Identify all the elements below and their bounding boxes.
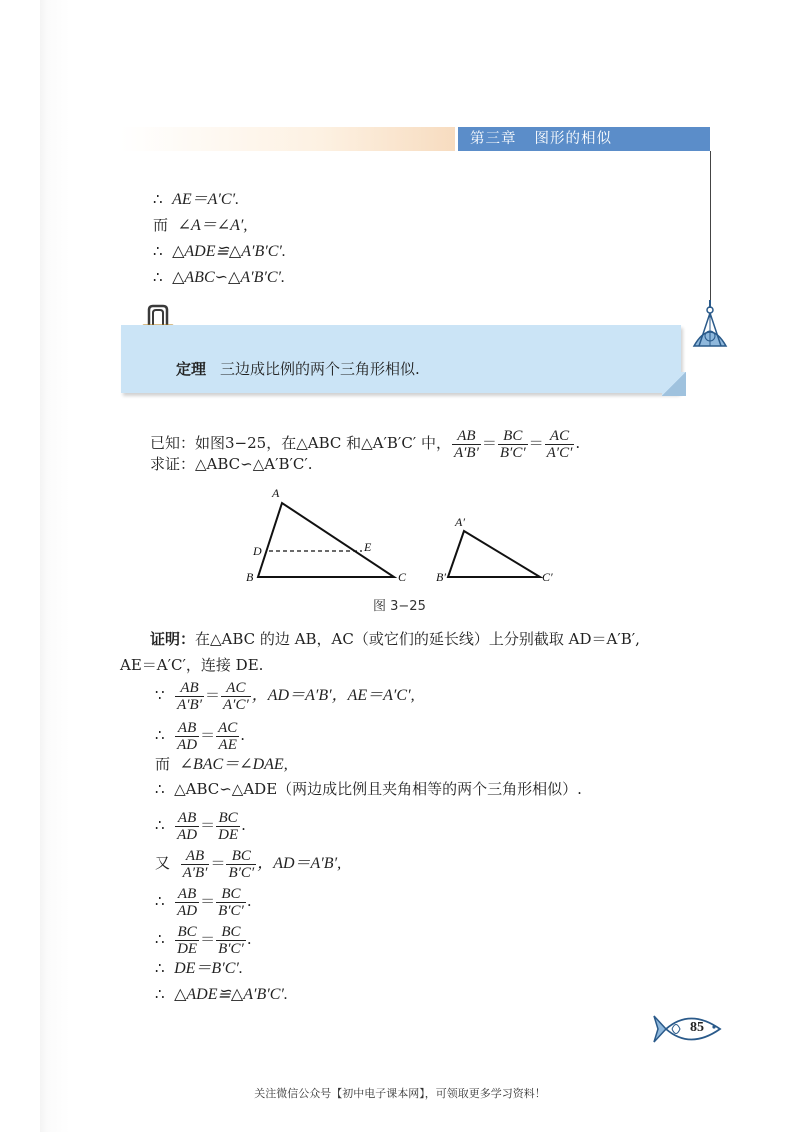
proof-step-3: 而 ∠BAC＝∠DAE, bbox=[155, 755, 288, 773]
fraction: $\frac{BC}{DE}$ bbox=[218, 809, 239, 843]
chapter-number: 第三章 bbox=[470, 131, 517, 147]
fraction: $\frac{AC}{AE}$ bbox=[218, 719, 238, 753]
fraction: $\frac{BC}{B'C'}$ bbox=[218, 885, 244, 919]
statement-text: AE＝A′C′. bbox=[172, 191, 240, 208]
fraction: $\frac{AC}{A'C'}$ bbox=[546, 427, 573, 461]
theorem-label: 定理 bbox=[176, 360, 207, 378]
label-c-prime: C′ bbox=[542, 570, 553, 584]
proof-step-7: ∴ $\frac{AB}{AD}$ ＝ $\frac{BC}{B'C'}$ . bbox=[155, 885, 252, 919]
fraction: $\frac{AC}{A'C'}$ bbox=[223, 679, 249, 713]
header-decoration bbox=[120, 127, 455, 151]
theorem-text: 三边成比例的两个三角形相似. bbox=[220, 360, 420, 378]
chapter-title: 图形的相似 bbox=[534, 131, 612, 147]
prove-line: 求证：△ABC∽△A′B′C′. bbox=[150, 455, 313, 473]
top-line-4 bbox=[153, 268, 285, 287]
top-line-1 bbox=[153, 190, 239, 209]
proof-step-10: ∴ △ADE≌△A′B′C′. bbox=[155, 985, 288, 1003]
fraction: $\frac{BC}{DE}$ bbox=[177, 923, 198, 957]
top-line-3 bbox=[153, 242, 286, 261]
proof-line-2: AE＝A′C′，连接 DE. bbox=[120, 656, 264, 674]
proof-step-1: ∵ $\frac{AB}{A'B'}$ ＝ $\frac{AC}{A'C'}$ ，AD＝A′B′，AE＝A′C′, bbox=[155, 679, 415, 713]
label-b: B bbox=[246, 570, 254, 584]
and-symbol: 而 bbox=[153, 216, 169, 234]
figure-caption: 图 3−25 bbox=[373, 599, 426, 614]
footer-notice: 关注微信公众号【初中电子课本网】，可领取更多学习资料！ bbox=[254, 1087, 546, 1100]
proof-step-9: ∴ DE＝B′C′. bbox=[155, 959, 243, 977]
chapter-header bbox=[458, 127, 710, 151]
fraction: $\frac{AB}{AD}$ bbox=[177, 809, 198, 843]
fraction: $\frac{BC}{B'C'}$ bbox=[499, 427, 526, 461]
label-a: A bbox=[272, 486, 280, 500]
top-line-2 bbox=[153, 216, 247, 235]
proof-step-8: ∴ $\frac{BC}{DE}$ ＝ $\frac{BC}{B'C'}$ . bbox=[155, 923, 252, 957]
statement-text: △ABC∽△A′B′C′. bbox=[172, 269, 286, 286]
label-a-prime: A′ bbox=[455, 515, 465, 529]
statement-text: △ADE≌△A′B′C′. bbox=[172, 243, 286, 260]
page-number: 85 bbox=[690, 1020, 704, 1035]
theorem-statement bbox=[176, 358, 420, 379]
proof-text: 在△ABC 的边 AB，AC（或它们的延长线）上分别截取 AD＝A′B′, bbox=[195, 630, 640, 648]
proof-step-4: ∴ △ABC∽△ADE（两边成比例且夹角相等的两个三角形相似）. bbox=[155, 780, 582, 798]
fraction: $\frac{AB}{AD}$ bbox=[177, 885, 198, 919]
fraction: $\frac{BC}{B'C'}$ bbox=[228, 847, 255, 881]
label-d: D bbox=[253, 544, 262, 558]
label-e: E bbox=[364, 540, 372, 554]
figure-3-25 bbox=[240, 483, 580, 593]
fraction: $\frac{AB}{A'B'}$ bbox=[182, 847, 208, 881]
triangle-a2b2c2 bbox=[448, 531, 540, 577]
label-b-prime: B′ bbox=[436, 570, 446, 584]
fraction: $\frac{AB}{A'B'}$ bbox=[177, 679, 202, 713]
proof-step-6: 又 $\frac{AB}{A'B'}$ ＝ $\frac{BC}{B'C'}$ ，AD＝A′B′, bbox=[155, 847, 342, 881]
therefore-symbol: ∴ bbox=[153, 268, 163, 286]
fraction: $\frac{AB}{A'B'}$ bbox=[453, 427, 479, 461]
triangle-abc bbox=[258, 503, 394, 577]
fraction: $\frac{AB}{AD}$ bbox=[177, 719, 198, 753]
therefore-symbol: ∴ bbox=[153, 242, 163, 260]
margin-line bbox=[710, 151, 711, 301]
proof-line-1 bbox=[150, 630, 640, 648]
given-line: 已知：如图3−25，在△ABC 和△A′B′C′ 中， $\frac{AB}{A'B'}$ ＝ $\frac{BC}{B'C'}$ ＝ $\frac{AC}{A'C'}$ . bbox=[150, 427, 581, 461]
proof-step-5: ∴ $\frac{AB}{AD}$ ＝ $\frac{BC}{DE}$ . bbox=[155, 809, 246, 843]
page-curl-decoration bbox=[662, 372, 686, 396]
compass-icon bbox=[690, 298, 730, 350]
therefore-symbol: ∴ bbox=[153, 190, 163, 208]
label-c: C bbox=[398, 570, 407, 584]
proof-label: 证明： bbox=[150, 630, 196, 648]
fraction: $\frac{BC}{B'C'}$ bbox=[218, 923, 244, 957]
statement-text: ∠A＝∠A′, bbox=[177, 217, 248, 234]
given-prefix: 已知：如图3−25，在△ABC 和△A′B′C′ 中， bbox=[150, 434, 451, 452]
proof-step-2: ∴ $\frac{AB}{AD}$ ＝ $\frac{AC}{AE}$ . bbox=[155, 719, 246, 753]
